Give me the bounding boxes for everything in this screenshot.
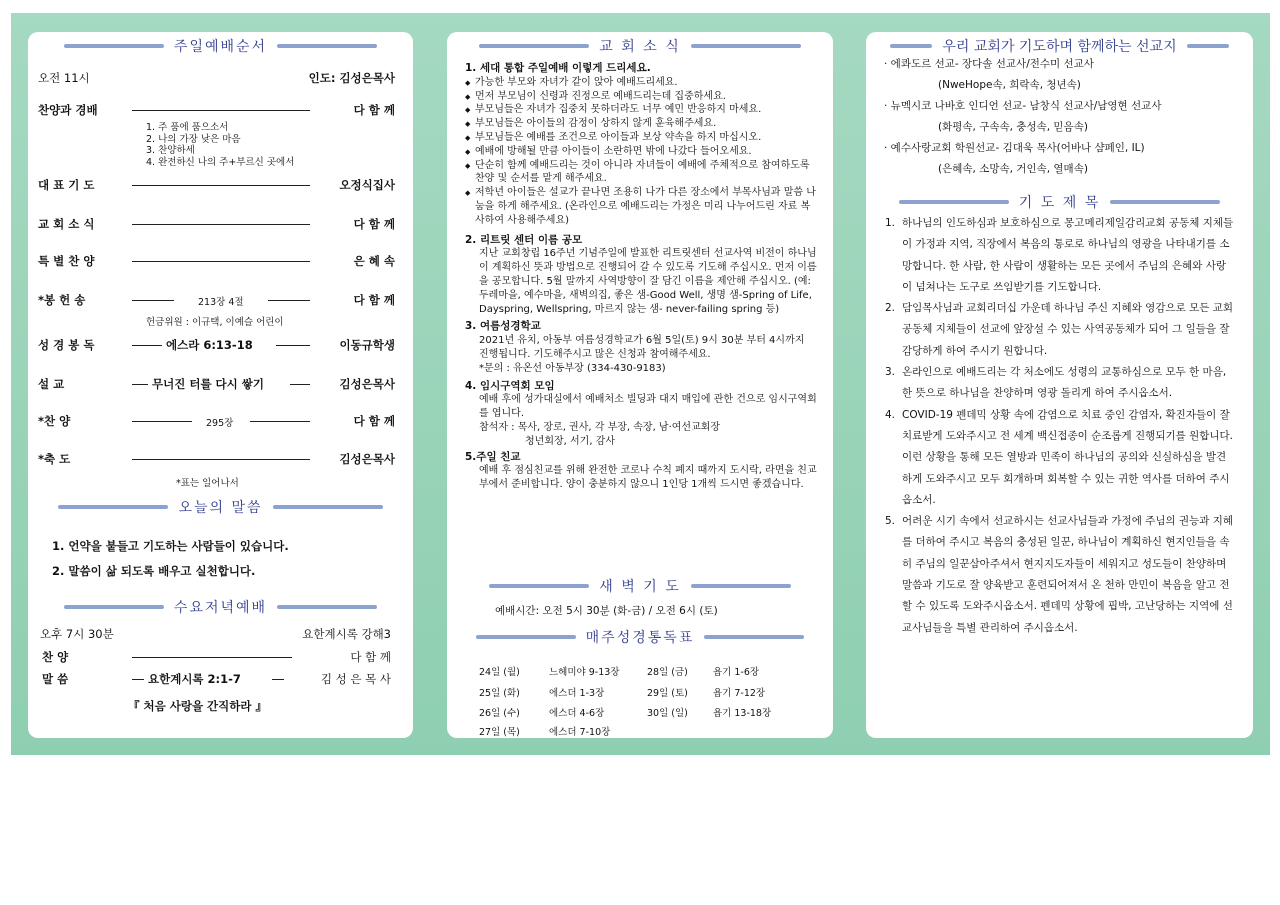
prayer-topic bbox=[885, 298, 1236, 362]
divider bbox=[132, 657, 292, 658]
divider bbox=[132, 679, 144, 680]
prayer-topic-text: 온라인으로 예배드리는 각 처소에도 성령의 교통하심으로 모두 한 마음, 한 뜻으로 하나님을 찬양하며 영광 돌리게 하여 주시옵소서. bbox=[902, 366, 1227, 400]
news-body bbox=[465, 62, 817, 492]
reading-range: 에스더 4-6장 bbox=[549, 708, 605, 719]
reading-day: 25일 (화) bbox=[479, 688, 520, 699]
wed-item-right: 김 성 은 목 사 bbox=[320, 672, 391, 686]
divider bbox=[132, 110, 310, 111]
divider bbox=[132, 261, 310, 262]
divider bbox=[132, 384, 148, 385]
bible-reading-title: 매주성경통독표 bbox=[585, 630, 695, 646]
order-item-right: 오정식집사 bbox=[339, 178, 395, 192]
wednesday-series: 요한계시록 강해3 bbox=[302, 627, 391, 641]
dawn-prayer-title: 새 벽 기 도 bbox=[599, 579, 681, 595]
missions-header bbox=[866, 36, 1253, 56]
dawn-prayer-time: 예배시간: 오전 5시 30분 (화-금) / 오전 6시 (토) bbox=[495, 605, 718, 617]
bible-reading-header bbox=[447, 627, 833, 647]
reading-day: 27일 (목) bbox=[479, 727, 520, 738]
prayer-topic bbox=[885, 511, 1236, 639]
order-item-right: 다 함 께 bbox=[353, 414, 395, 428]
divider bbox=[290, 384, 310, 385]
reading-day: 26일 (수) bbox=[479, 708, 520, 719]
missions-list bbox=[884, 54, 1238, 180]
reading-range: 에스더 1-3장 bbox=[549, 688, 605, 699]
wed-item-label: 말 씀 bbox=[42, 672, 69, 686]
reading-range: 느헤미야 9-13장 bbox=[549, 667, 620, 678]
order-item-label: *축 도 bbox=[38, 452, 71, 466]
news-paragraph: 예배 후에 성가대실에서 예배처소 빌딩과 대지 매입에 관한 건으로 임시구역회를 엽니다. bbox=[479, 394, 817, 420]
prayer-topic-text: 어려운 시기 속에서 선교하시는 선교사님들과 가정에 주님의 권능과 지혜를 더하여 주시고 복음의 충성된 일꾼, 하나님이 계획하신 현지인들을 속히 주님의 일꾼삼아주셔서 현지지도자들이 세워지고 성도들이 찬양하며 말씀과 기도로 잘 양육받고 훈련되어져서 온 천하 만민이 복음을 알고 전할 수 있도록 도와주시옵소서. 펜데믹 상황에 핍박, 고난당하는 지역에 선교사님들을 특별 관리하여 주시옵소서. bbox=[902, 515, 1233, 634]
word-title: 오늘의 말씀 bbox=[178, 500, 263, 516]
order-item-label: 성 경 봉 독 bbox=[38, 338, 95, 352]
order-item-right: 은 혜 속 bbox=[353, 254, 395, 268]
order-item-mid: 에스라 6:13-18 bbox=[166, 338, 253, 352]
mission-item: · 뉴멕시코 나바호 인디언 선교- 남창식 선교사/남영현 선교사 bbox=[884, 100, 1162, 112]
order-item-right: 다 함 께 bbox=[353, 217, 395, 231]
news-heading: 2. 리트릿 센터 이름 공모 bbox=[465, 233, 583, 246]
order-item-label: 교 회 소 식 bbox=[38, 217, 95, 231]
divider bbox=[132, 300, 174, 301]
reading-range: 욥기 13-18장 bbox=[713, 708, 772, 719]
song-item: 4. 완전하신 나의 주+부르신 곳에서 bbox=[146, 156, 295, 168]
mission-item: · 예수사랑교회 학원선교- 김대욱 목사(어바나 샴페인, IL) bbox=[884, 142, 1145, 154]
prayer-topic-number: 2. bbox=[885, 302, 896, 315]
wed-item-mid: 요한계시록 2:1-7 bbox=[148, 672, 241, 686]
news-bullet: ◆ 저학년 아이들은 설교가 끝나면 조용히 나가 다른 장소에서 부목사님과 말씀 나눔을 하게 해주세요. (온라인으로 예배드리는 가정은 미리 나누어드린 자료 복사하여 사용해주세요) bbox=[465, 186, 817, 227]
word-line: 2. 말씀이 삶 되도록 배우고 실천합니다. bbox=[52, 564, 256, 578]
reading-range: 에스더 7-10장 bbox=[549, 727, 611, 738]
order-item-mid: 213장 4절 bbox=[198, 297, 244, 308]
worship-order-title: 주일예배순서 bbox=[173, 39, 268, 55]
order-item-label: 대 표 기 도 bbox=[38, 178, 95, 192]
reading-day: 29일 (토) bbox=[647, 688, 688, 699]
order-item-right: 다 함 께 bbox=[353, 293, 395, 307]
news-heading: 3. 여름성경학교 bbox=[465, 320, 541, 333]
reading-range: 욥기 7-12장 bbox=[713, 688, 766, 699]
news-header bbox=[447, 36, 833, 56]
wed-item-right: 다 함 께 bbox=[350, 650, 391, 664]
news-bullet: ◆ 부모님들은 자녀가 집중치 못하더라도 너무 예민 반응하지 마세요. bbox=[465, 103, 817, 117]
divider bbox=[132, 421, 192, 422]
order-item-right: 이동규학생 bbox=[339, 338, 395, 352]
song-list bbox=[146, 122, 294, 168]
order-item-label: 설 교 bbox=[38, 377, 65, 391]
news-contact: *문의 : 유온선 아동부장 (334-430-9183) bbox=[479, 362, 666, 374]
wed-item-label: 찬 양 bbox=[42, 650, 69, 664]
divider bbox=[250, 421, 310, 422]
church-news-panel bbox=[447, 32, 833, 738]
stand-note: *표는 일어나서 bbox=[176, 478, 239, 489]
order-item-label: 특 별 찬 양 bbox=[38, 254, 95, 268]
prayer-topic-number: 5. bbox=[885, 515, 896, 528]
order-item-right: 다 함 께 bbox=[353, 103, 395, 117]
divider bbox=[132, 185, 310, 186]
dawn-prayer-header bbox=[447, 576, 833, 596]
song-item: 1. 주 품에 품으소서 bbox=[146, 122, 229, 133]
news-heading: 4. 임시구역회 모임 bbox=[465, 379, 555, 392]
wednesday-header bbox=[28, 597, 413, 617]
divider bbox=[276, 345, 310, 346]
mission-item: · 에콰도르 선교- 장다솔 선교사/전수미 선교사 bbox=[884, 58, 1094, 70]
order-item-mid: 무너진 터를 다시 쌓기 bbox=[152, 377, 264, 391]
missions-prayer-panel bbox=[866, 32, 1253, 738]
news-paragraph: 2021년 유치, 아동부 여름성경학교가 6월 5일(토) 9시 30분 부터 4시까지 진행됩니다. 기도해주시고 많은 신청과 참여해주세요. bbox=[479, 335, 805, 360]
reading-day: 30일 (일) bbox=[647, 708, 688, 719]
song-item: 3. 찬양하세 bbox=[146, 145, 195, 156]
song-item: 2. 나의 가장 낮은 마음 bbox=[146, 133, 241, 145]
news-bullet: ◆ 부모님들은 예배를 조건으로 아이들과 보상 약속을 하지 마십시오. bbox=[465, 131, 817, 145]
prayer-topic-list bbox=[885, 213, 1236, 639]
news-title: 교 회 소 식 bbox=[599, 39, 681, 55]
news-paragraph: 예배 후 점심친교를 위해 완전한 코로나 수칙 폐지 때까지 도시락, 라면을 친교부에서 준비합니다. 양이 충분하지 않으니 1인당 1개씩 드시면 좋겠습니다. bbox=[479, 465, 817, 491]
order-item-right: 김성은목사 bbox=[339, 377, 395, 391]
prayer-topic-number: 3. bbox=[885, 366, 896, 379]
order-item-label: 찬양과 경배 bbox=[38, 103, 98, 117]
news-bullet: ◆ 예배에 방해될 만큼 아이들이 소란하면 밖에 나갔다 들어오세요. bbox=[465, 145, 817, 159]
word-header bbox=[28, 497, 413, 517]
worship-order-panel bbox=[28, 32, 413, 738]
prayer-topic-number: 4. bbox=[885, 408, 896, 421]
prayer-topics-header bbox=[866, 192, 1253, 212]
mission-groups: (은혜속, 소망속, 거인속, 열매속) bbox=[938, 163, 1088, 175]
prayer-topic-text: 하나님의 인도하심과 보호하심으로 몽고메리제일감리교회 공동체 지체들이 가정과 지역, 직장에서 복음의 통로로 하나님의 영광을 나타내기를 소망합니다. 한 사람, 한 사람이 생활하는 모든 곳에서 주님의 은혜와 사랑이 넘쳐나는 도구로 쓰임받기를 기도합니다. bbox=[902, 217, 1234, 293]
order-item-mid: 295장 bbox=[206, 418, 234, 429]
order-item-right: 김성은목사 bbox=[339, 452, 395, 466]
divider bbox=[132, 224, 310, 225]
reading-day: 24일 (월) bbox=[479, 667, 520, 678]
offering-note: 헌금위원 : 이규택, 이예슬 어린이 bbox=[146, 317, 284, 328]
wednesday-title: 수요저녁예배 bbox=[173, 600, 268, 616]
wednesday-time: 오후 7시 30분 bbox=[40, 627, 114, 641]
wed-sermon: 『 처음 사랑을 간직하라 』 bbox=[128, 699, 267, 713]
news-heading: 5.주일 친교 bbox=[465, 450, 521, 463]
word-line: 1. 언약을 붙들고 기도하는 사람들이 있습니다. bbox=[52, 539, 289, 553]
news-attendees: 참석자 : 목사, 장로, 권사, 각 부장, 속장, 남·여선교회장 bbox=[479, 421, 721, 433]
divider bbox=[132, 459, 310, 460]
divider bbox=[272, 679, 284, 680]
prayer-topic bbox=[885, 405, 1236, 511]
mission-groups: (NweHope속, 희락속, 청년속) bbox=[938, 79, 1081, 91]
prayer-topic-text: 담임목사님과 교회리더십 가운데 하나님 주신 지혜와 영감으로 모든 교회공동체 지체들이 선교에 앞장설 수 있는 사역공동체가 되어 그 일들을 잘 감당하게 하여 주시기 원합니다. bbox=[902, 302, 1233, 357]
news-attendees-2: 청년회장, 서기, 감사 bbox=[525, 435, 615, 447]
news-bullet: ◆ 먼저 부모님이 신령과 진정으로 예배드리는데 집중하세요. bbox=[465, 90, 817, 104]
prayer-topic-number: 1. bbox=[885, 217, 896, 229]
missions-title: 우리 교회가 기도하며 함께하는 선교지 bbox=[942, 39, 1177, 55]
news-heading: 1. 세대 통합 주일예배 이렇게 드리세요. bbox=[465, 62, 651, 74]
news-bullet: ◆ 단순히 함께 예배드리는 것이 아니라 자녀들이 예배에 주체적으로 참여하도록 찬양 및 순서를 맡게 해주세요. bbox=[465, 159, 817, 187]
divider bbox=[132, 345, 162, 346]
prayer-topic bbox=[885, 362, 1236, 405]
mission-groups: (화평속, 구속속, 충성속, 믿음속) bbox=[938, 121, 1088, 133]
worship-order-header bbox=[28, 36, 413, 56]
prayer-topic bbox=[885, 213, 1236, 298]
news-bullet: ◆ 부모님들은 아이들의 감정이 상하지 않게 훈육해주세요. bbox=[465, 117, 817, 131]
news-bullet: ◆ 가능한 부모와 자녀가 같이 앉아 예배드리세요. bbox=[465, 76, 817, 90]
order-item-label: *봉 헌 송 bbox=[38, 293, 86, 307]
service-leader: 인도: 김성은목사 bbox=[308, 71, 395, 85]
divider bbox=[268, 300, 310, 301]
reading-day: 28일 (금) bbox=[647, 667, 688, 678]
service-time: 오전 11시 bbox=[38, 71, 90, 85]
prayer-topics-title: 기 도 제 목 bbox=[1018, 195, 1101, 211]
order-item-label: *찬 양 bbox=[38, 414, 71, 428]
news-paragraph: 지난 교회창립 16주년 기념주일에 발표한 리트릿센터 선교사역 비전이 하나님이 계획하신 뜻과 방법으로 진행되어 갈 수 있도록 기도해 주십시오. 먼저 이름을 공모합니다. 5월 말까지 사역방향이 잘 담긴 이름을 제안해 주십시오. (예: 두레마을, 예수마을, 새벽의집, 좋은 샘-Good Well, 생명 샘-Spring of Life, Dayspring, Wellspring, 마르지 않는 샘- never-failing spring 등) bbox=[479, 248, 817, 315]
reading-range: 욥기 1-6장 bbox=[713, 667, 760, 678]
prayer-topic-text: COVID-19 펜데믹 상황 속에 감염으로 치료 중인 감염자, 확진자들이 잘 치료받게 도와주시고 전 세계 백신접종이 순조롭게 진행되기를 원합니다. 이런 상황을 통해 모든 열방과 민족이 하나님의 공의와 신실하심을 발견하게 도와주시고 모두 회개하며 회복할 수 있는 귀한 역사를 더하여 주시옵소서. bbox=[902, 408, 1233, 506]
